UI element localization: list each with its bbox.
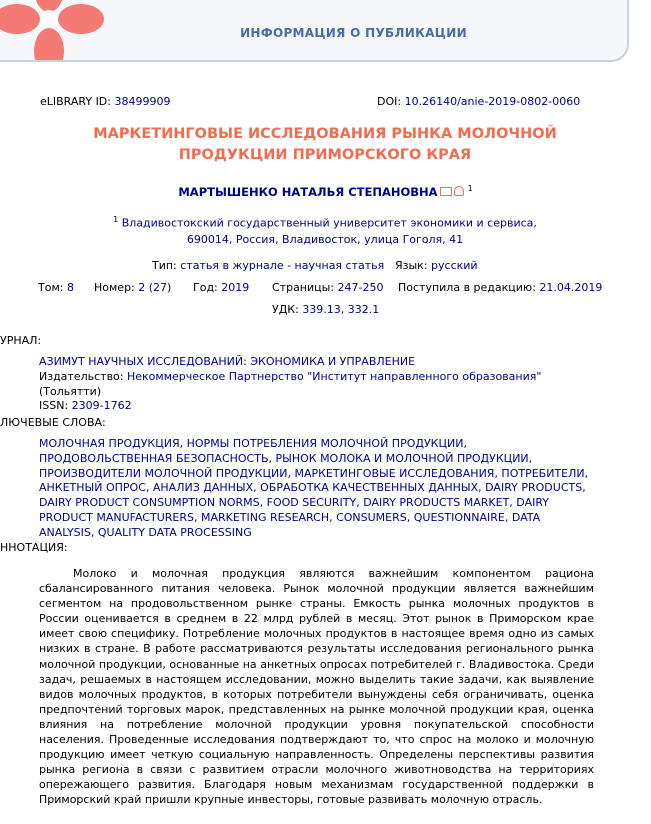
volume-link[interactable]: 8 xyxy=(66,281,74,294)
elibrary-id: eLIBRARY ID: 38499909 xyxy=(40,95,171,108)
author: МАРТЫШЕНКО НАТАЛЬЯ СТЕПАНОВНА $^1$ xyxy=(178,184,473,199)
journal-heading: УРНАЛ: xyxy=(0,334,42,347)
language-row: Язык: русский xyxy=(395,259,478,272)
journal-name-link[interactable]: АЗИМУТ НАУЧНЫХ ИССЛЕДОВАНИЙ: ЭКОНОМИКА И УПРАВЛЕНИЕ xyxy=(39,355,416,368)
abstract-heading: ННОТАЦИЯ: xyxy=(0,541,68,554)
year: Год: 2019 xyxy=(193,281,250,294)
header-panel xyxy=(0,0,629,62)
envelope-icon[interactable] xyxy=(440,187,452,196)
author-link[interactable]: МАРТЫШЕНКО НАТАЛЬЯ СТЕПАНОВНА xyxy=(178,184,438,199)
journal-block: АЗИМУТ НАУЧНЫХ ИССЛЕДОВАНИЙ: ЭКОНОМИКА И УПРАВЛЕНИЕ Издательство: Некоммерческое Партнерство "Институт направленного образования" (Тольятти) ISSN: 2309-1762 xyxy=(39,355,594,414)
abstract-text: Молоко и молочная продукция являются важнейшим компонентом рациона сбалансированного питания человека. Рынок молочной продукции является важнейшим сегментом на продовольственном рынке страны. Емкость рынка молочных продуктов в России оценивается в среднем в 22 млрд рублей в месяц. Этот рынок в Приморском крае имеет свою специфику. Потребление молочных продуктов в настоящее время одно из самых низких в стране. В работе рассматриваются результаты исследования регионального рынка молочной продукции, основанные на анкетных опросах потребителей г. Владивостока. Среди задач, решаемых в настоящем исследовании, можно выделить такие задачи, как выявление видов молочных продуктов, в которых потребители вынуждены себя ограничивать, оценка предпочтений торговых марок, представленных на рынке молочной продукции края, оценка влияния на потребление молочной продукции уровня покупательской способности населения. Проведенные исследования подтверждают то, что спрос на молоко и молочную продукцию имеет четкую социальную направленность. Определены перспективы развития рынка региона в связи с развитием отрасли молочного животноводства на территориях опережающего развития. Благодаря новым механизмам государственной поддержки в Приморский край пришли крупные инвесторы, готовые развивать молочную отрасль. xyxy=(39,567,594,807)
affiliation: $^1$ Владивостокский государственный университет экономики и сервиса, 690014, Россия, Владивосток, улица Гоголя, 41 xyxy=(113,215,537,246)
article-title: МАРКЕТИНГОВЫЕ ИССЛЕДОВАНИЯ РЫНКА МОЛОЧНОЙ ПРОДУКЦИИ ПРИМОРСКОГО КРАЯ xyxy=(93,126,557,163)
type-row: Тип: статья в журнале - научная статья xyxy=(152,259,385,272)
issue: Номер: 2 (27) xyxy=(94,281,172,294)
doi-link[interactable]: 10.26140/anie-2019-0802-0060 xyxy=(404,95,581,108)
keywords-heading: ЛЮЧЕВЫЕ СЛОВА: xyxy=(0,416,106,429)
udk: УДК: 339.13, 332.1 xyxy=(272,303,380,316)
elibrary-id-value[interactable]: 38499909 xyxy=(114,95,171,108)
doi: DOI: 10.26140/anie-2019-0802-0060 xyxy=(377,95,581,108)
volume: Том: 8 xyxy=(38,281,74,294)
header-title: ИНФОРМАЦИЯ О ПУБЛИКАЦИИ xyxy=(240,26,467,40)
pages: Страницы: 247-250 xyxy=(272,281,384,294)
person-icon[interactable] xyxy=(454,186,464,196)
affiliation-link[interactable]: Владивостокский государственный университет экономики и сервиса, 690014, Россия, Владивосток, улица Гоголя, 41 xyxy=(121,216,537,246)
publisher-link[interactable]: Некоммерческое Партнерство "Институт направленного образования" xyxy=(127,369,542,383)
issue-link[interactable]: 2 (27) xyxy=(138,281,172,294)
received-date: Поступила в редакцию: 21.04.2019 xyxy=(398,281,603,294)
keywords-list[interactable]: МОЛОЧНАЯ ПРОДУКЦИЯ, НОРМЫ ПОТРЕБЛЕНИЯ МОЛОЧНОЙ ПРОДУКЦИИ, ПРОДОВОЛЬСТВЕННАЯ БЕЗОПАСНОСТЬ, РЫНОК МОЛОКА И МОЛОЧНОЙ ПРОДУКЦИИ, ПРОИЗВОДИТЕЛИ МОЛОЧНОЙ ПРОДУКЦИИ, МАРКЕТИНГОВЫЕ ИССЛЕДОВАНИЯ, ПОТРЕБИТЕЛИ, АНКЕТНЫЙ ОПРОС, АНАЛИЗ ДАННЫХ, ОБРАБОТКА КАЧЕСТВЕННЫХ ДАННЫХ, DAIRY PRODUCTS, DAIRY PRODUCT CONSUMPTION NORMS, FOOD SECURITY, DAIRY PRODUCTS MARKET, DAIRY PRODUCT MANUFACTURERS, MARKETING RESEARCH, CONSUMERS, QUESTIONNAIRE, DATA ANALYSIS, QUALITY DATA PROCESSING xyxy=(39,437,589,539)
